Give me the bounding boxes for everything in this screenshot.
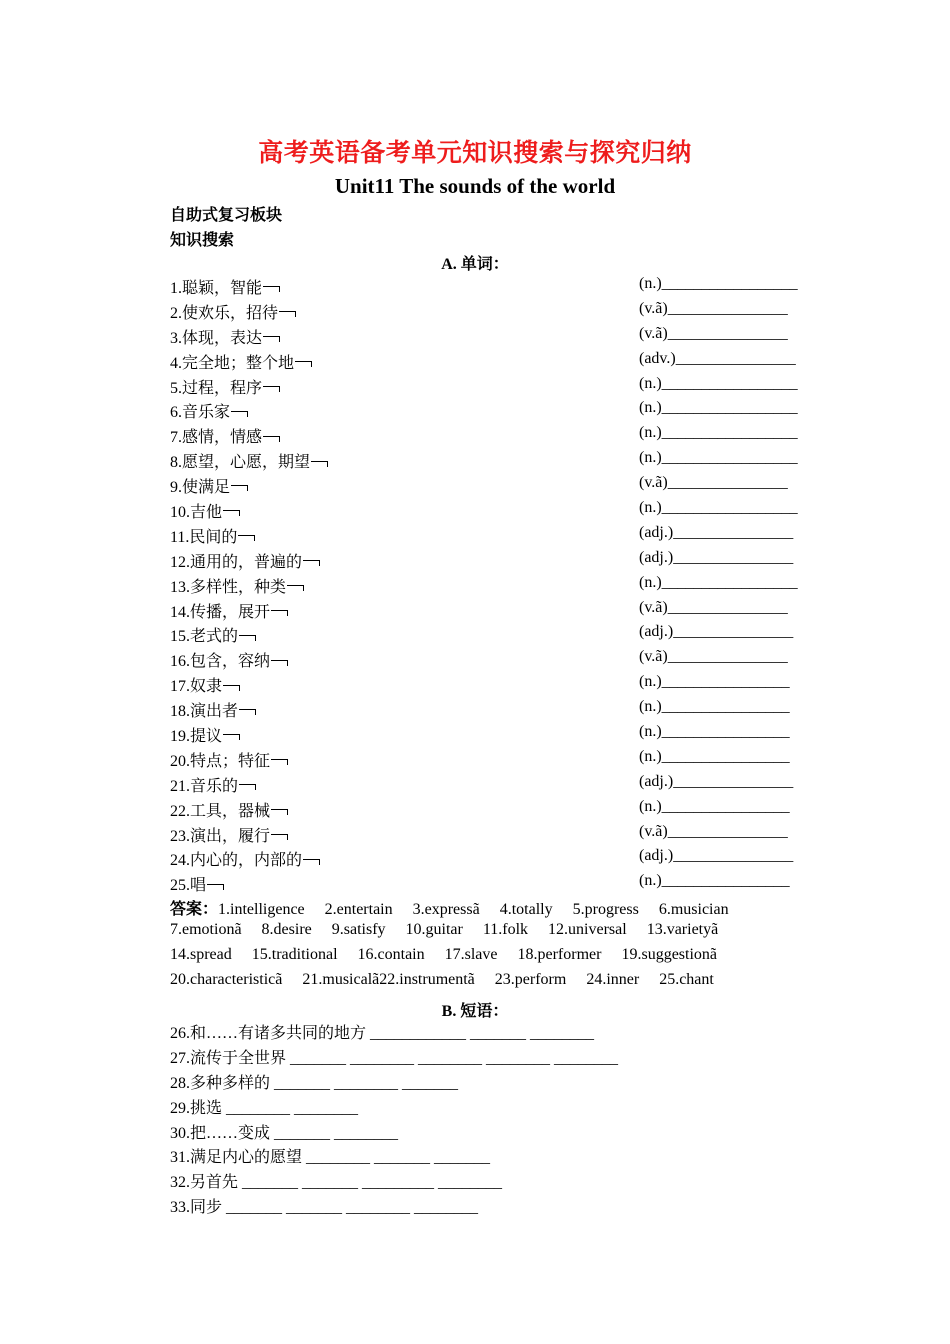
answer-line <box>170 971 830 996</box>
answer-word: 6.musician <box>658 901 729 918</box>
vocab-row <box>170 796 820 821</box>
vocab-row <box>170 348 820 373</box>
vocab-row <box>170 447 820 472</box>
vocab-prompt <box>170 748 288 771</box>
vocab-prompt <box>170 773 256 796</box>
vocab-answer-blank[interactable]: (n.)________________ <box>639 747 790 765</box>
vocab-row <box>170 547 820 572</box>
vocab-row <box>170 621 820 646</box>
vocab-row <box>170 696 820 721</box>
vocab-answer-blank[interactable]: (v.ã)_______________ <box>639 299 788 317</box>
vocab-row <box>170 373 820 398</box>
vocab-answer-blank[interactable]: (adj.)_______________ <box>639 623 794 641</box>
vocab-answer-blank[interactable]: (n.)________________ <box>639 872 790 890</box>
bracket-mark-icon <box>239 635 256 641</box>
answer-word: 10.guitar <box>405 920 463 938</box>
vocab-prompt-text: 17.奴隶 <box>170 678 223 696</box>
vocab-row <box>170 746 820 771</box>
answer-word: 8.desire <box>261 920 312 938</box>
vocab-row <box>170 721 820 746</box>
bracket-mark-icon <box>263 436 280 442</box>
vocab-prompt-text: 4.完全地；整个地 <box>170 354 295 372</box>
answer-word: 11.folk <box>482 920 529 938</box>
vocab-prompt <box>170 673 240 696</box>
answer-word: 21.musicalã22.instrumentã <box>302 970 475 988</box>
vocab-answer-blank[interactable]: (n.)________________ <box>639 723 790 741</box>
answer-line <box>170 946 830 971</box>
vocab-prompt <box>170 698 256 721</box>
vocab-row <box>170 845 820 870</box>
vocab-row <box>170 821 820 846</box>
vocab-answer-blank[interactable]: (v.ã)_______________ <box>639 474 788 492</box>
answer-word: 12.universal <box>548 920 627 938</box>
section-heading-review: 自助式复习板块 <box>170 207 283 224</box>
answer-word: 17.slave <box>444 945 498 963</box>
vocab-row <box>170 671 820 696</box>
answers-block <box>170 896 830 996</box>
vocab-row <box>170 522 820 547</box>
vocab-row <box>170 497 820 522</box>
vocab-answer-blank[interactable]: (n.)_________________ <box>639 374 798 392</box>
vocab-answer-blank[interactable]: (adj.)_______________ <box>639 523 794 541</box>
vocab-prompt-text: 3.体现，表达 <box>170 329 263 347</box>
vocab-prompt-text: 22.工具，器械 <box>170 802 271 820</box>
vocab-answer-blank[interactable]: (n.)_________________ <box>639 424 798 442</box>
phrase-row[interactable]: 27.流传于全世界 _______ ________ ________ ________ ________ <box>170 1049 619 1067</box>
answer-line <box>170 896 830 921</box>
vocab-answer-blank[interactable]: (n.)_________________ <box>639 449 798 467</box>
answer-word: 2.entertain <box>324 901 393 918</box>
bracket-mark-icon <box>231 411 248 417</box>
vocab-prompt <box>170 399 248 422</box>
bracket-mark-icon <box>231 485 248 491</box>
page-title-english: Unit11 The sounds of the world <box>334 174 616 198</box>
bracket-mark-icon <box>271 834 288 840</box>
vocab-prompt-text: 1.聪颖，智能 <box>170 280 263 297</box>
vocab-row <box>170 771 820 796</box>
bracket-mark-icon <box>263 336 280 342</box>
vocab-prompt-text: 24.内心的，内部的 <box>170 852 303 870</box>
vocab-prompt-text: 9.使满足 <box>170 479 231 497</box>
bracket-mark-icon <box>239 709 256 715</box>
vocab-prompt-text: 25.唱 <box>170 877 207 895</box>
answer-word: 1.intelligence <box>218 901 305 918</box>
bracket-mark-icon <box>271 660 288 666</box>
vocab-row <box>170 298 820 323</box>
answer-word: 19.suggestionã <box>621 945 718 963</box>
answer-line <box>170 921 830 946</box>
vocab-answer-blank[interactable]: (v.ã)_______________ <box>639 324 788 342</box>
bracket-mark-icon <box>263 286 280 292</box>
answer-word: 7.emotionã <box>170 920 242 938</box>
vocab-prompt <box>170 300 296 323</box>
vocab-prompt <box>170 350 312 373</box>
phrase-row[interactable]: 28.多种多样的 _______ ________ _______ <box>170 1074 459 1092</box>
answer-word: 5.progress <box>572 901 639 918</box>
bracket-mark-icon <box>271 759 288 765</box>
answer-word: 23.perform <box>494 970 567 988</box>
phrase-row[interactable]: 32.另首先 _______ _______ _________ ________ <box>170 1174 503 1192</box>
vocab-prompt <box>170 549 320 572</box>
vocab-prompt <box>170 623 256 646</box>
answer-word: 14.spread <box>170 945 232 963</box>
answer-word: 24.inner <box>586 970 640 988</box>
vocab-prompt <box>170 474 248 497</box>
vocab-prompt-text: 16.包含，容纳 <box>170 653 271 671</box>
vocab-prompt <box>170 823 288 846</box>
bracket-mark-icon <box>263 386 280 392</box>
vocab-prompt-text: 5.过程，程序 <box>170 379 263 397</box>
vocab-prompt <box>170 798 288 821</box>
vocab-answer-blank[interactable]: (n.)_________________ <box>639 499 798 517</box>
vocab-row <box>170 597 820 622</box>
vocab-prompt <box>170 574 304 597</box>
vocab-prompt <box>170 449 328 472</box>
vocab-prompt-text: 23.演出，履行 <box>170 827 271 845</box>
bracket-mark-icon <box>279 311 296 317</box>
vocab-prompt <box>170 847 320 870</box>
bracket-mark-icon <box>271 809 288 815</box>
vocab-prompt-text: 18.演出者 <box>170 703 239 721</box>
vocab-answer-blank[interactable]: (v.ã)_______________ <box>639 822 788 840</box>
answer-word: 3.expressã <box>412 901 480 918</box>
vocab-prompt <box>170 524 255 547</box>
vocab-row <box>170 472 820 497</box>
vocab-answer-blank[interactable]: (n.)________________ <box>639 673 790 691</box>
bracket-mark-icon <box>295 361 312 367</box>
bracket-mark-icon <box>238 535 255 541</box>
bracket-mark-icon <box>223 510 240 516</box>
vocab-answer-blank[interactable]: (n.)________________ <box>639 698 790 716</box>
vocab-prompt <box>170 275 280 298</box>
answer-word: 20.characteristicã <box>170 970 283 988</box>
answers-label: 答案： <box>170 901 219 918</box>
vocab-prompt-text: 12.通用的，普遍的 <box>170 553 303 571</box>
bracket-mark-icon <box>303 859 320 865</box>
vocab-prompt-text: 2.使欢乐，招待 <box>170 304 279 322</box>
vocab-prompt-text: 13.多样性，种类 <box>170 578 287 596</box>
vocab-row <box>170 422 820 447</box>
vocab-prompt <box>170 325 280 348</box>
vocab-row <box>170 273 820 298</box>
bracket-mark-icon <box>223 685 240 691</box>
phrase-row[interactable]: 31.满足内心的愿望 ________ _______ _______ <box>170 1149 491 1167</box>
phrase-list <box>170 1020 850 1219</box>
vocab-prompt <box>170 723 240 746</box>
vocab-prompt-text: 8.愿望，心愿，期望 <box>170 454 311 472</box>
vocab-prompt-text: 11.民间的 <box>170 528 238 546</box>
vocab-prompt <box>170 424 280 447</box>
vocab-answer-blank[interactable]: (n.)________________ <box>639 797 790 815</box>
answer-word: 16.contain <box>357 945 425 963</box>
vocab-answer-blank[interactable]: (v.ã)_______________ <box>639 648 788 666</box>
answer-word: 4.totally <box>499 901 553 918</box>
vocab-prompt <box>170 499 240 522</box>
answer-word: 18.performer <box>517 945 602 963</box>
vocab-answer-blank[interactable]: (adv.)_______________ <box>639 349 796 367</box>
vocab-row <box>170 870 820 895</box>
vocab-prompt-text: 15.老式的 <box>170 628 239 646</box>
part-b-heading: B. 短语： <box>441 1003 509 1020</box>
vocab-prompt-text: 7.感情，情感 <box>170 429 263 447</box>
bracket-mark-icon <box>207 884 224 890</box>
vocab-answer-blank[interactable]: (adj.)_______________ <box>639 548 794 566</box>
vocab-answer-blank[interactable]: (v.ã)_______________ <box>639 598 788 616</box>
phrase-row[interactable]: 30.把……变成 _______ ________ <box>170 1124 399 1142</box>
bracket-mark-icon <box>271 610 288 616</box>
vocab-answer-blank[interactable]: (n.)_________________ <box>639 275 798 292</box>
vocab-prompt <box>170 375 280 398</box>
vocab-prompt <box>170 648 288 671</box>
vocab-answer-blank[interactable]: (n.)_________________ <box>639 399 798 417</box>
vocab-row <box>170 397 820 422</box>
vocab-row <box>170 646 820 671</box>
vocab-prompt <box>170 599 288 622</box>
bracket-mark-icon <box>239 784 256 790</box>
bracket-mark-icon <box>287 585 304 591</box>
section-heading-search: 知识搜索 <box>170 232 235 249</box>
vocab-row <box>170 572 820 597</box>
page-title-chinese: 高考英语备考单元知识搜索与探究归纳 <box>258 140 692 167</box>
vocab-row <box>170 323 820 348</box>
vocab-prompt-text: 19.提议 <box>170 728 223 746</box>
phrase-row[interactable]: 29.挑选 ________ ________ <box>170 1099 359 1117</box>
bracket-mark-icon <box>303 560 320 566</box>
vocab-prompt <box>170 872 224 895</box>
bracket-mark-icon <box>223 734 240 740</box>
vocab-answer-blank[interactable]: (adj.)_______________ <box>639 847 794 865</box>
phrase-row[interactable]: 26.和……有诸多共同的地方 ____________ _______ ________ <box>170 1025 595 1042</box>
vocab-prompt-text: 14.传播，展开 <box>170 603 271 621</box>
vocab-answer-blank[interactable]: (adj.)_______________ <box>639 772 794 790</box>
phrase-row[interactable]: 33.同步 _______ _______ ________ ________ <box>170 1199 479 1217</box>
answer-word: 13.varietyã <box>646 920 719 938</box>
vocab-answer-blank[interactable]: (n.)_________________ <box>639 573 798 591</box>
vocab-prompt-text: 20.特点；特征 <box>170 752 271 770</box>
vocab-list <box>170 273 820 895</box>
part-a-heading: A. 单词： <box>441 256 509 273</box>
answer-word: 25.chant <box>659 970 714 988</box>
answer-word: 9.satisfy <box>331 920 386 938</box>
vocab-prompt-text: 21.音乐的 <box>170 777 239 795</box>
answer-word: 15.traditional <box>251 945 338 963</box>
bracket-mark-icon <box>311 461 328 467</box>
vocab-prompt-text: 10.吉他 <box>170 504 223 522</box>
vocab-prompt-text: 6.音乐家 <box>170 404 231 422</box>
